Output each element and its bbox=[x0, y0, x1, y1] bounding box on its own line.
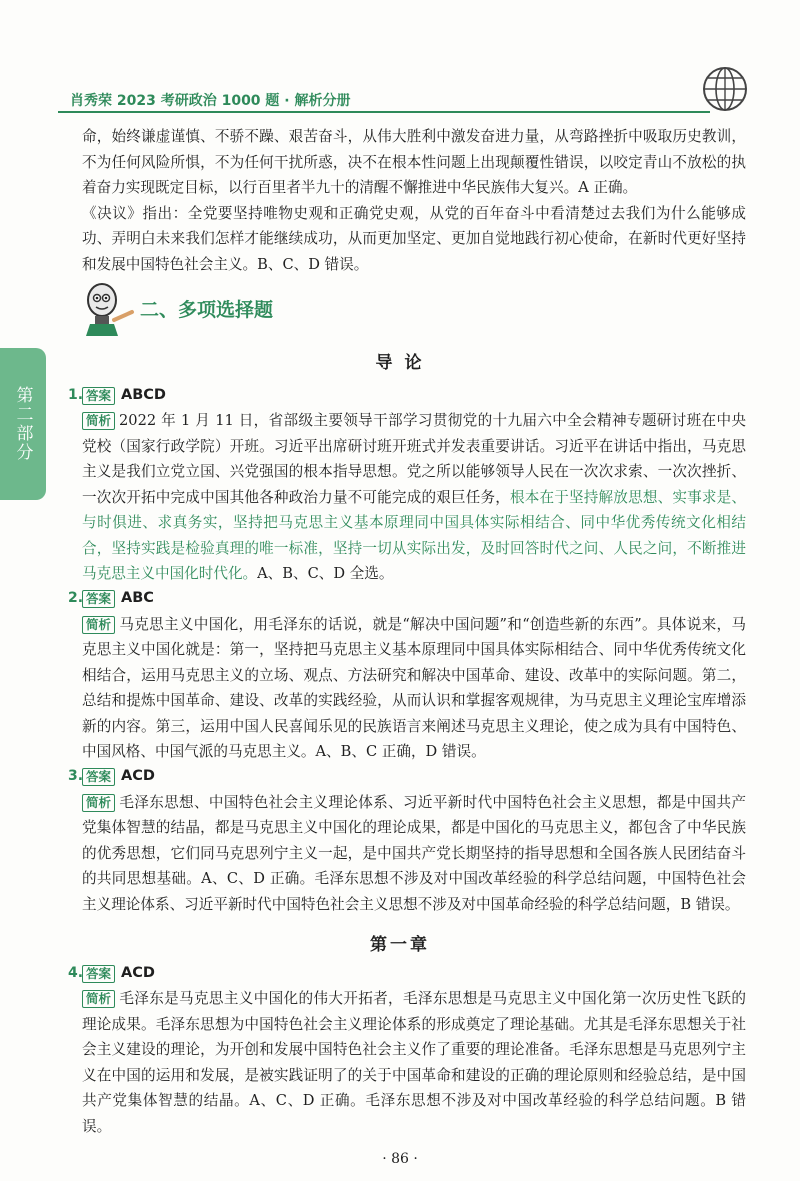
question-3-answer-row: 3. 答案 ACD bbox=[82, 765, 746, 790]
answer-value: ACD bbox=[121, 964, 155, 981]
explanation-text: 毛泽东思想、中国特色社会主义理论体系、习近平新时代中国特色社会主义思想，都是中国共产党集体智慧的结晶，都是马克思主义中国化的理论成果，都是中国化的马克思主义，都包含了中华民族的优秀思想，它们同马克思列宁主义一起，是中国共产党长期坚持的指导思想和全国各族人民团结奋斗的共同思想基础。A、C、D 正确。毛泽东思想不涉及对中国改革经验的科学总结问题，中国特色社会主义理论体系、习近平新时代中国特色社会主义思想不涉及对中国革命经验的科学总结问题，B 错误。 bbox=[82, 793, 746, 913]
question-1-explanation bbox=[82, 408, 746, 587]
explanation-label: 简析 bbox=[82, 412, 115, 430]
question-2-explanation bbox=[82, 612, 746, 765]
question-list-chapter-1 bbox=[68, 961, 746, 1139]
explanation-label: 简析 bbox=[82, 616, 115, 634]
explanation-text: 毛泽东是马克思主义中国化的伟大开拓者，毛泽东思想是马克思主义中国化第一次历史性飞跃的理论成果。毛泽东思想为中国特色社会主义理论体系的形成奠定了理论基础。尤其是毛泽东思想关于社会主义建设的理论，为开创和发展中国特色社会主义作了重要的理论准备。毛泽东思想是马克思列宁主义在中国的运用和发展，是被实践证明了的关于中国革命和建设的正确的理论原则和经验总结，是中国共产党集体智慧的结晶。A、C、D 正确。毛泽东思想不涉及对中国改革经验的科学总结问题。B 错误。 bbox=[82, 990, 746, 1135]
chapter-heading-intro: 导 论 bbox=[375, 353, 425, 373]
intro-block bbox=[82, 124, 746, 277]
explanation-highlight: 根本在于坚持解放思想、实事求是、与时俱进、求真务实，坚持把马克思主义基本原理同中国具体实际相结合、同中华优秀传统文化相结合，坚持实践是检验真理的唯一标准，坚持一切从实际出发，及时回答时代之问、人民之问，不断推进马克思主义中国化时代化。 bbox=[82, 488, 746, 582]
chapter-heading-1: 第一章 bbox=[370, 935, 430, 955]
question-1-answer-row: 1. 答案 ABCD bbox=[82, 383, 746, 408]
question-2-answer-row: 2. 答案 ABC bbox=[82, 587, 746, 612]
side-tab-label: 第二部分 bbox=[12, 386, 33, 462]
intro-paragraph-1: 命，始终谦虚谨慎、不骄不躁、艰苦奋斗，从伟大胜利中激发奋进力量，从弯路挫折中吸取历史教训，不为任何风险所惧，不为任何干扰所惑，决不在根本性问题上出现颠覆性错误，以咬定青山不放松的执着奋力实现既定目标，以行百里者半九十的清醒不懈推进中华民族伟大复兴。A 正确。 bbox=[82, 128, 746, 196]
answer-label: 答案 bbox=[82, 768, 115, 786]
header-rule bbox=[58, 111, 710, 113]
question-3-explanation bbox=[82, 790, 746, 918]
question-4-answer-row: 4. 答案 ACD bbox=[82, 961, 746, 986]
globe-icon bbox=[702, 66, 748, 112]
section-title: 二、多项选择题 bbox=[140, 299, 274, 321]
explanation-text: 2022 年 1 月 11 日，省部级主要领导干部学习贯彻党的十九届六中全会精神专题研讨班在中央党校（国家行政学院）开班。习近平出席研讨班开班式并发表重要讲话。习近平在讲话中指出，马克思主义是我们立党立国、兴党强国的根本指导思想。党之所以能够领导人民在一次次求索、一次次挫折、一次次开拓中完成中国其他各种政治力量不可能完成的艰巨任务， bbox=[82, 412, 746, 506]
running-header: 肖秀荣 2023 考研政治 1000 题 · 解析分册 bbox=[70, 93, 351, 109]
question-list-intro bbox=[68, 383, 746, 917]
lightbulb-mascot-icon bbox=[80, 280, 138, 338]
explanation-text: 马克思主义中国化，用毛泽东的话说，就是“解决中国问题”和“创造些新的东西”。具体说来，马克思主义中国化就是：第一，坚持把马克思主义基本原理同中国具体实际相结合、同中华优秀传统文化相结合，运用马克思主义的立场、观点、方法研究和解决中国革命、建设、改革中的实际问题。第二，总结和提炼中国革命、建设、改革的实践经验，从而认识和掌握客观规律，为马克思主义理论宝库增添新的内容。第三，运用中国人民喜闻乐见的民族语言来阐述马克思主义理论，使之成为具有中国特色、中国风格、中国气派的马克思主义。A、B、C 正确，D 错误。 bbox=[82, 615, 746, 760]
page-number: · 86 · bbox=[382, 1151, 418, 1167]
answer-value: ABC bbox=[121, 590, 154, 607]
explanation-label: 简析 bbox=[82, 794, 115, 812]
answer-label: 答案 bbox=[82, 590, 115, 608]
intro-paragraph-2: 《决议》指出：全党要坚持唯物史观和正确党史观，从党的百年奋斗中看清楚过去我们为什么能够成功、弄明白未来我们怎样才能继续成功，从而更加坚定、更加自觉地践行初心使命，在新时代更好坚持和发展中国特色社会主义。B、C、D 错误。 bbox=[82, 204, 746, 273]
answer-label: 答案 bbox=[82, 387, 115, 405]
answer-value: ACD bbox=[121, 768, 155, 785]
section-heading bbox=[80, 280, 380, 338]
explanation-conclusion: A、B、C、D 全选。 bbox=[257, 565, 394, 582]
question-4-explanation bbox=[82, 986, 746, 1139]
explanation-label: 简析 bbox=[82, 990, 115, 1008]
answer-value: ABCD bbox=[121, 386, 166, 403]
answer-label: 答案 bbox=[82, 965, 115, 983]
